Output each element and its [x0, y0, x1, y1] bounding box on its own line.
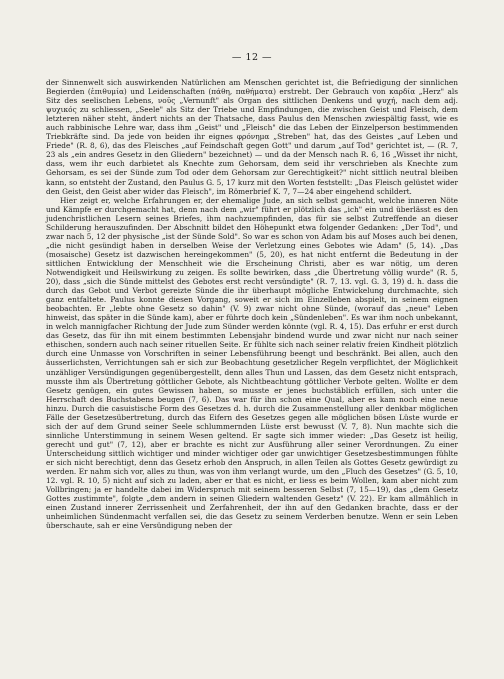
body-text [46, 78, 458, 530]
paragraph-1: der Sinnenwelt sich auswirkenden Natürlichen am Menschen gerichtet ist, die Befriedigung der sinnlichen Begierden (ἐπιθυμία) und Leidenschaften (πάθη, παθήματα) erstrebt. Der Gebrauch von καρδία „Herz" als Sitz des seelischen Lebens, νοῦς „Vernunft" als Organ des sittlichen Denkens und ψυχή, nach dem adj. ψυχικός zu schliessen, „Seele" als Sitz der Triebe und Empfindungen, die zwischen Geist und Fleisch, dem letzteren näher steht, ändert nichts an der Thatsache, dass Paulus den Menschen zwiespältig fasst, wie es auch rabbinische Lehre war, dass ihm „Geist" und „Fleisch" die das Leben der Einzelperson bestimmenden Triebkräfte sind. Da jede von beiden ihr eignes φρόνημα „Streben" hat, das des Geistes „auf Leben und Friede" (R. 8, 6), das des Fleisches „auf Feindschaft gegen Gott" und darum „auf Tod" gerichtet ist, — (R. 7, 23 als „ein andres Gesetz in den Gliedern" bezeichnet) — und da der Mensch nach R. 6, 16 „Wisset ihr nicht, dass, wem ihr euch darbietet als Knechte zum Gehorsam, dem seid ihr verschrieben als Knechte zum Gehorsam, es sei der Sünde zum Tod oder dem Gehorsam zur Gerechtigkeit?" nicht sittlich neutral bleiben kann, so entsteht der Zustand, den Paulus G. 5, 17 kurz mit den Worten feststellt: „Das Fleisch gelüstet wider den Geist, den Geist aber wider das Fleisch", im Römerbrief K. 7, 7—24 aber eingehend schildert. [46, 78, 458, 196]
page-number: — 12 — [231, 52, 273, 63]
paragraph-2: Hier zeigt er, welche Erfahrungen er, der ehemalige Jude, an sich selbst gemacht, welche inneren Nöte und Kämpfe er durchgemacht hat, denn nach dem „wir" führt er plötzlich das „ich" ein und überlässt es den judenchristlichen Lesern seines Briefes, ihm nachzuempfinden, das für sie selbst Zutreffende an dieser Schilderung herauszufinden. Der Abschnitt bildet den Höhepunkt etwa folgender Gedanken: „Der Tod", und zwar nach 5, 12 der physische „ist der Sünde Sold". So war es schon von Adam bis auf Moses auch bei denen, „die nicht gesündigt haben in derselben Weise der Verletzung eines Gebotes wie Adam" (5, 14). „Das (mosaische) Gesetz ist dazwischen hereingekommen" (5, 20), es hat nicht entfernt die Bedeutung in der sittlichen Entwicklung der Menschheit wie die Erscheinung Christi, aber es war nötig, um deren Notwendigkeit und Heilswirkung zu zeigen. Es sollte bewirken, dass „die Übertretung völlig wurde" (R. 5, 20), dass „sich die Sünde mittelst des Gebotes erst recht versündigte" (R. 7, 13. vgl. G. 3, 19) d. h. dass die durch das Gebot und Verbot gereizte Sünde die ihr überhaupt mögliche Entwickelung durchmachte, sich ganz entfaltete. Paulus konnte diesen Vorgang, soweit er sich im Einzelleben abspielt, in seinem eignen beobachten. Er „lebte ohne Gesetz so dahin" (V. 9) zwar nicht ohne Sünde, (worauf das „neue" Leben hinweist, das später in die Sünde kam), aber er führte doch kein „Sündenleben". Es war ihm noch unbekannt, in welch mannigfacher Richtung der Jude zum Sünder werden könnte (vgl. R. 4, 15). Das erfuhr er erst durch das Gesetz, das für ihn mit einem bestimmten Lebensjahr bindend wurde und zwar nicht nur nach seiner ethischen, sondern auch nach seiner rituellen Seite. Er fühlte sich nach seiner relativ freien Kindheit plötzlich durch eine Unmasse von Vorschriften in seiner Lebensführung beengt und beschränkt. Bei allen, auch den äusserlichsten, Verrichtungen sah er sich zur Beobachtung gesetzlicher Regeln verpflichtet, der Möglichkeit unzähliger Versündigungen gegenübergestellt, denn alles Thun und Lassen, das dem Gesetz nicht entsprach, musste ihm als Übertretung göttlicher Gebote, als Nichtbeachtung göttlicher Verbote gelten. Wollte er dem Gesetz genügen, ein gutes Gewissen haben, so musste er jenes buchstäblich erfüllen, sich unter die Herrschaft des Buchstabens beugen (7, 6). Das war für ihn schon eine Qual, aber es kam noch eine neue hinzu. Durch die casuistische Form des Gesetzes d. h. durch die Zusammenstellung aller denkbar möglichen Fälle der Gesetzesübertretung, durch das Eifern des Gesetzes gegen alle möglichen bösen Lüste wurde er sich der auf dem Grund seiner Seele schlummernden Lüste erst bewusst (V. 7, 8). Nun machte sich die sinnliche Unterstimmung in seinem Wesen geltend. Er sagte sich immer wieder: „Das Gesetz ist heilig, gerecht und gut" (7, 12), aber er brachte es nicht zur Ausführung aller seiner Verordnungen. Zu einer Unterscheidung sittlich wichtiger und minder wichtiger oder gar unwichtiger Gesetzesbestimmungen fühlte er sich nicht berechtigt, denn das Gesetz erhob den Anspruch, in allen Teilen als Gottes Gesetz gewürdigt zu werden. Er nahm sich vor, alles zu thun, was von ihm verlangt wurde, um den „Fluch des Gesetzes" (G. 5, 10, 12. vgl. R. 10, 5) nicht auf sich zu laden, aber er that es nicht, er liess es beim Wollen, kam aber nicht zum Vollbringen; ja er handelte dabei im Widerspruch mit seinem besseren Selbst (7, 15—19), das „dem Gesetz Gottes zustimmte", folgte „dem andern in seinen Gliedern waltenden Gesetz" (V. 22). Er kam allmählich in einen Zustand innerer Zerrissenheit und Zerfahrenheit, der ihn auf den Gedanken brachte, dass er der unheimlichen Sündenmacht verfallen sei, die das Gesetz zu seinem Verderben benutze. Wenn er sein Leben überschaute, sah er eine Versündigung neben der [46, 195, 458, 531]
